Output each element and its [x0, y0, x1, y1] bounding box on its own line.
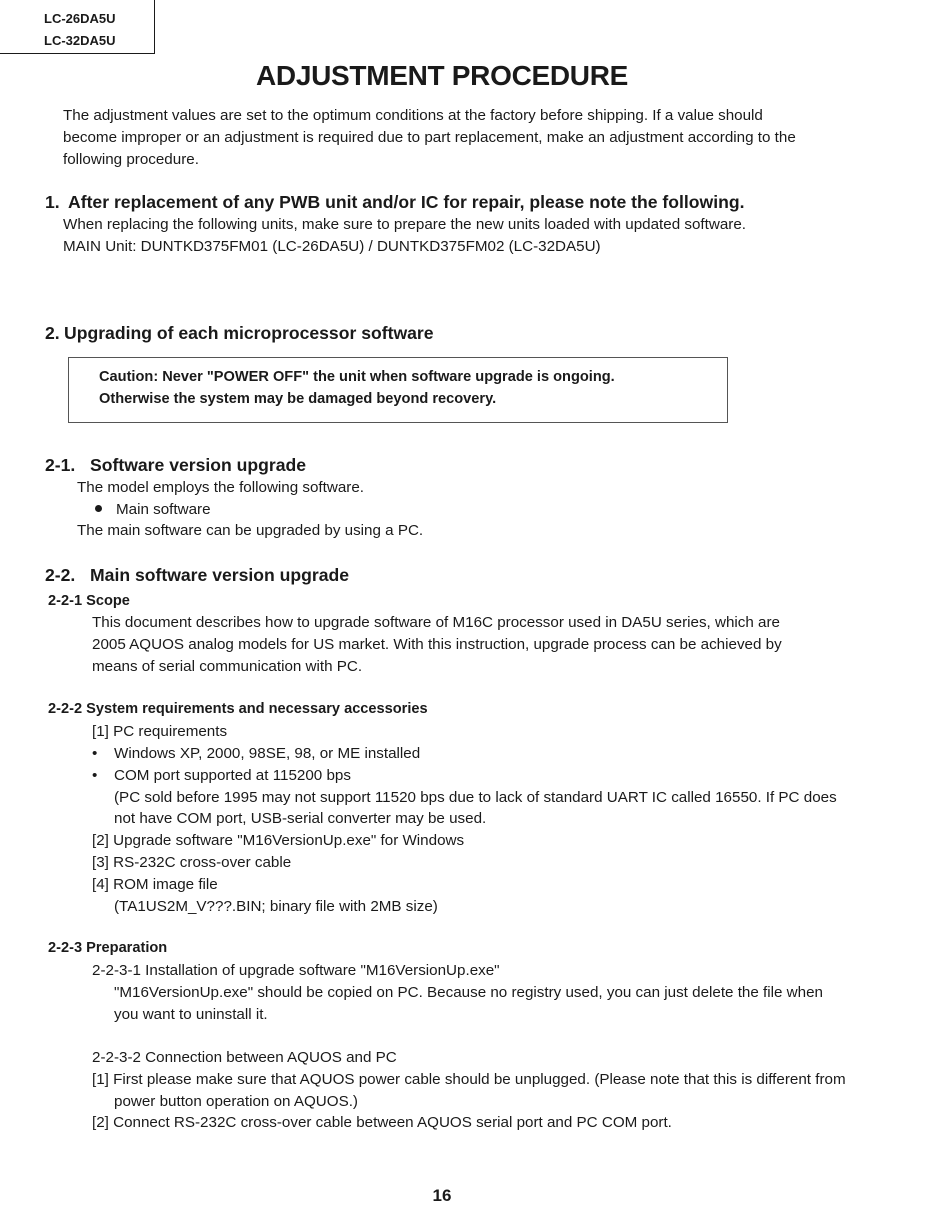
caution-line-1: Caution: Never "POWER OFF" the unit when software upgrade is ongoing. [99, 369, 615, 385]
model-number-32: LC-32DA5U [44, 33, 116, 48]
intro-line-3: following procedure. [63, 151, 199, 168]
bullet-icon: • [92, 767, 98, 784]
req-item-3: [3] RS-232C cross-over cable [92, 854, 292, 871]
prep-sub-2-item-2: [2] Connect RS-232C cross-over cable between AQUOS serial port and PC COM port. [92, 1114, 672, 1131]
section-2-2-number: 2-2. [45, 565, 76, 585]
req-note-2: not have COM port, USB-serial converter may be used. [114, 810, 487, 827]
bullet-icon [95, 505, 102, 512]
section-2-2-3-heading: 2-2-3 Preparation [48, 940, 168, 956]
section-2-number: 2. [45, 323, 60, 343]
prep-sub-1-line-2: you want to uninstall it. [114, 1006, 268, 1023]
section-2-1-number: 2-1. [45, 455, 76, 475]
req-item-1: [1] PC requirements [92, 723, 228, 740]
prep-sub-2-item-1: [1] First please make sure that AQUOS power cable should be unplugged. (Please note that this is different from [92, 1071, 846, 1088]
req-bullet-2: COM port supported at 115200 bps [114, 767, 351, 784]
section-1-heading: After replacement of any PWB unit and/or IC for repair, please note the following. [68, 192, 745, 212]
req-item-4-note: (TA1US2M_V???.BIN; binary file with 2MB size) [114, 898, 438, 915]
model-number-26: LC-26DA5U [44, 11, 116, 26]
page-number: 16 [432, 1186, 452, 1205]
section-2-1-bullet: Main software [116, 501, 211, 518]
caution-line-2: Otherwise the system may be damaged beyond recovery. [99, 391, 497, 407]
page-title: ADJUSTMENT PROCEDURE [255, 60, 629, 91]
intro-line-1: The adjustment values are set to the optimum conditions at the factory before shipping. If a value should [63, 107, 763, 124]
bullet-icon: • [92, 745, 98, 762]
section-2-1-heading: Software version upgrade [90, 455, 307, 475]
prep-sub-2-item-1-cont: power button operation on AQUOS.) [114, 1093, 358, 1110]
intro-line-2: become improper or an adjustment is required due to part replacement, make an adjustment according to the [63, 129, 796, 146]
section-2-2-2-heading: 2-2-2 System requirements and necessary accessories [48, 701, 428, 717]
req-item-2: [2] Upgrade software "M16VersionUp.exe" for Windows [92, 832, 465, 849]
prep-sub-2-heading: 2-2-3-2 Connection between AQUOS and PC [92, 1049, 397, 1066]
scope-line-2: 2005 AQUOS analog models for US market. With this instruction, upgrade process can be achieved by [92, 636, 782, 653]
prep-sub-1-heading: 2-2-3-1 Installation of upgrade software "M16VersionUp.exe" [92, 962, 500, 979]
caution-box [68, 357, 728, 423]
section-1-number: 1. [45, 192, 60, 212]
section-1-line-2: MAIN Unit: DUNTKD375FM01 (LC-26DA5U) / DUNTKD375FM02 (LC-32DA5U) [63, 238, 601, 255]
prep-sub-1-line-1: "M16VersionUp.exe" should be copied on PC. Because no registry used, you can just delete the file when [114, 984, 823, 1001]
section-2-1-line-2: The main software can be upgraded by using a PC. [77, 522, 424, 539]
section-2-1-line-1: The model employs the following software. [77, 479, 365, 496]
section-1-line-1: When replacing the following units, make sure to prepare the new units loaded with updated software. [63, 216, 746, 233]
scope-line-3: means of serial communication with PC. [92, 658, 363, 675]
scope-line-1: This document describes how to upgrade software of M16C processor used in DA5U series, which are [92, 614, 780, 631]
section-2-heading: Upgrading of each microprocessor software [64, 323, 434, 343]
section-2-2-heading: Main software version upgrade [90, 565, 350, 585]
section-2-2-1-heading: 2-2-1 Scope [48, 593, 130, 609]
req-item-4: [4] ROM image file [92, 876, 218, 893]
req-note-1: (PC sold before 1995 may not support 11520 bps due to lack of standard UART IC called 16550. If PC does [114, 789, 837, 806]
req-bullet-1: Windows XP, 2000, 98SE, 98, or ME installed [114, 745, 421, 762]
